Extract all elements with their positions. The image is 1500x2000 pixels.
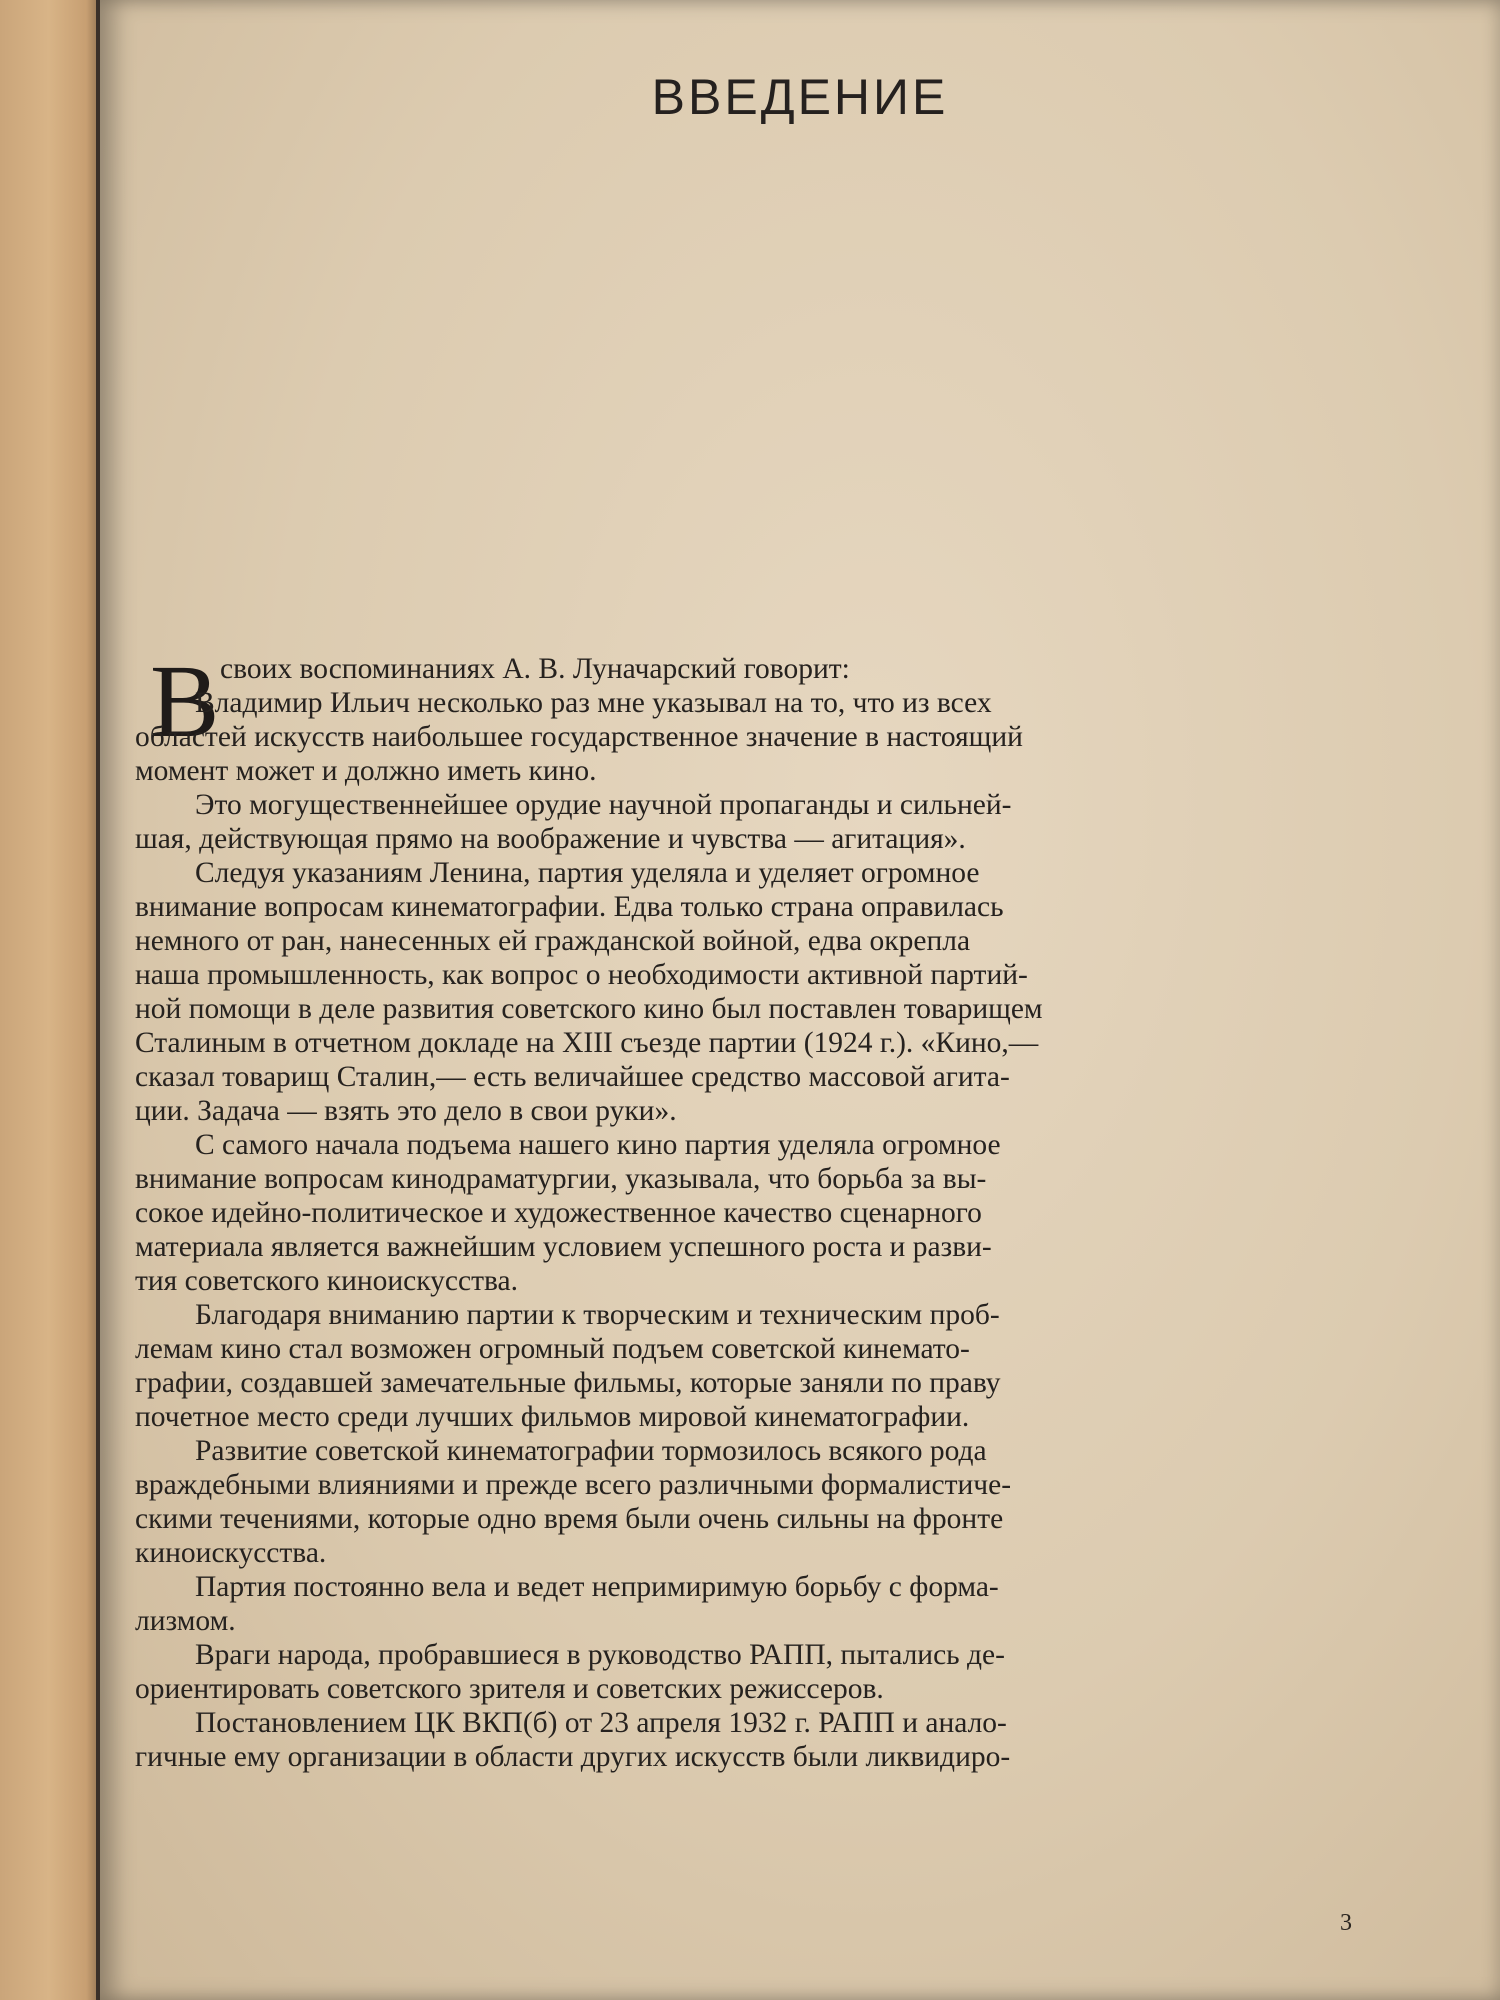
book-spine	[0, 0, 108, 2000]
text-line: лизмом.	[135, 1605, 236, 1637]
text-line: Владимир Ильич несколько раз мне указывал на то, что из всех	[195, 687, 992, 719]
text-line: враждебными влияниями и прежде всего различными формалистиче-	[135, 1469, 1012, 1501]
page-number: 3	[1340, 1910, 1352, 1936]
text-line: киноискусства.	[135, 1537, 327, 1569]
text-line: ции. Задача — взять это дело в свои руки».	[135, 1095, 677, 1127]
text-line: внимание вопросам кинематографии. Едва только страна оправилась	[135, 891, 1004, 923]
text-line: тия советского киноискусства.	[135, 1265, 519, 1297]
text-line: почетное место среди лучших фильмов мировой кинематографии.	[135, 1401, 970, 1433]
text-line: сокое идейно-политическое и художественное качество сценарного	[135, 1197, 982, 1229]
text-line: Партия постоянно вела и ведет непримиримую борьбу с форма-	[195, 1571, 999, 1603]
body-text	[135, 644, 1365, 1774]
text-line: сказал товарищ Сталин,— есть величайшее средство массовой агита-	[135, 1061, 1010, 1093]
text-line: материала является важнейшим условием успешного роста и разви-	[135, 1231, 992, 1263]
text-line: С самого начала подъема нашего кино партия уделяла огромное	[195, 1129, 1001, 1161]
text-line: Постановлением ЦК ВКП(б) от 23 апреля 1932 г. РАПП и анало-	[195, 1707, 1007, 1739]
text-line: Следуя указаниям Ленина, партия уделяла и уделяет огромное	[195, 857, 980, 889]
text-line: Благодаря вниманию партии к творческим и техническим проб-	[195, 1299, 1000, 1331]
text-line: графии, создавшей замечательные фильмы, которые заняли по праву	[135, 1367, 1001, 1399]
chapter-title: ВВЕДЕНИЕ	[651, 69, 949, 125]
text-line: шая, действующая прямо на воображение и чувства — агитация».	[135, 823, 966, 855]
text-line: Это могущественнейшее орудие научной пропаганды и сильней-	[195, 789, 1012, 821]
text-line: немного от ран, нанесенных ей гражданской войной, едва окрепла	[135, 925, 971, 957]
text-line: своих воспоминаниях А. В. Луначарский говорит:	[220, 653, 850, 685]
text-line: гичные ему организации в области других искусств были ликвидиро-	[135, 1741, 1011, 1773]
text-line: Враги народа, пробравшиеся в руководство РАПП, пытались де-	[195, 1639, 1005, 1671]
text-line: ориентировать советского зрителя и советских режиссеров.	[135, 1673, 884, 1705]
text-line: лемам кино стал возможен огромный подъем советской кинемато-	[135, 1333, 970, 1365]
text-line: внимание вопросам кинодраматургии, указывала, что борьба за вы-	[135, 1163, 987, 1195]
text-line: Сталиным в отчетном докладе на XIII съезде партии (1924 г.). «Кино,—	[135, 1027, 1039, 1059]
text-line: момент может и должно иметь кино.	[135, 755, 597, 787]
text-line: ной помощи в деле развития советского кино был поставлен товарищем	[135, 993, 1043, 1025]
text-line: наша промышленность, как вопрос о необходимости активной партий-	[135, 959, 1028, 991]
text-line: скими течениями, которые одно время были очень сильны на фронте	[135, 1503, 1004, 1535]
text-line: областей искусств наибольшее государственное значение в настоящий	[135, 721, 1023, 753]
drop-cap: В	[150, 644, 220, 759]
text-line: Развитие советской кинематографии тормозилось всякого рода	[195, 1435, 987, 1467]
